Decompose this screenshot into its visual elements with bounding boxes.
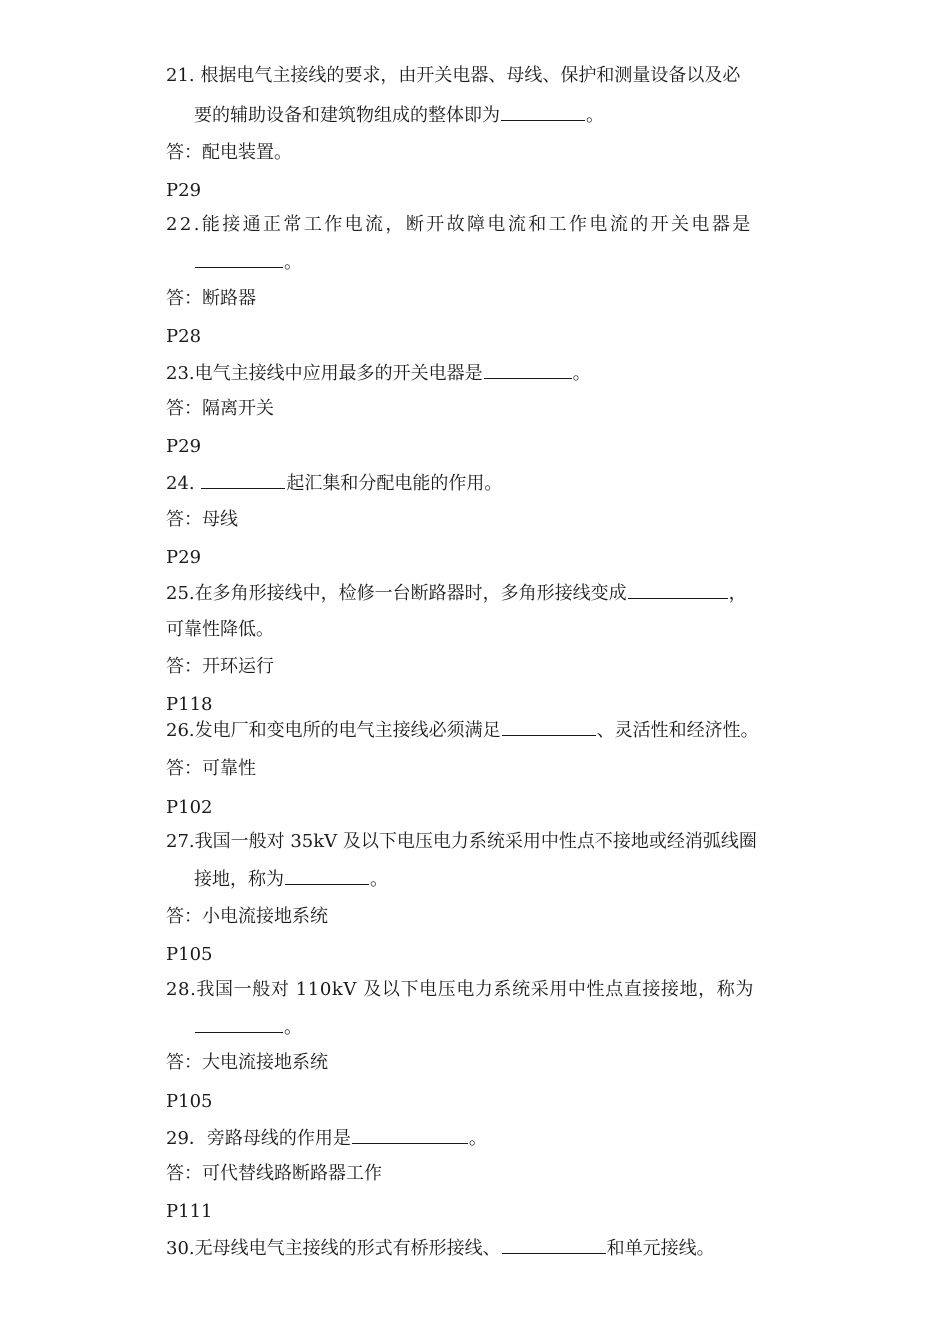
fill-blank [195,249,283,268]
q28-line2: 。 [194,1014,302,1041]
q28-page-ref: P105 [166,1091,213,1112]
fill-blank [501,102,585,121]
q21-line1: 21. 根据电气主接线的要求，由开关电器、母线、保护和测量设备以及必 [166,65,741,86]
fill-blank [502,1235,606,1254]
q26-line1: 26.发电厂和变电所的电气主接线必须满足 、灵活性和经济性。 [166,717,759,744]
q27-answer: 答：小电流接地系统 [166,906,328,927]
q22-line2: 。 [194,249,302,276]
q23-answer: 答：隔离开关 [166,398,274,419]
fill-blank [628,580,728,599]
q21-answer: 答：配电装置。 [166,142,292,163]
q25-line1: 25.在多角形接线中，检修一台断路器时，多角形接线变成 ， [166,580,747,607]
q24-line1: 24. 起汇集和分配电能的作用。 [166,470,502,497]
q23-page-ref: P29 [166,436,202,457]
q26-page-ref: P102 [166,797,213,818]
q28-line1: 28.我国一般对 110kV 及以下电压电力系统采用中性点直接接地，称为 [166,979,754,1000]
q29-line1: 29．旁路母线的作用是 。 [166,1125,487,1152]
q26-answer: 答：可靠性 [166,758,256,779]
q21-line2: 要的辅助设备和建筑物组成的整体即为 。 [194,102,604,129]
fill-blank [484,360,572,379]
q30-line1: 30.无母线电气主接线的形式有桥形接线、 和单元接线。 [166,1235,715,1262]
q23-line1: 23.电气主接线中应用最多的开关电器是 。 [166,360,591,387]
q28-answer: 答：大电流接地系统 [166,1052,328,1073]
q25-page-ref: P118 [166,694,213,715]
q25-line2: 可靠性降低。 [166,619,274,640]
q22-answer: 答：断路器 [166,288,256,309]
fill-blank [201,470,285,489]
q24-answer: 答：母线 [166,509,238,530]
q27-line2: 接地，称为 。 [194,866,388,893]
fill-blank [285,866,369,885]
q25-answer: 答：开环运行 [166,656,274,677]
q22-line1: 22.能接通正常工作电流，断开故障电流和工作电流的开关电器是 [166,214,753,235]
fill-blank [502,717,596,736]
q29-answer: 答：可代替线路断路器工作 [166,1163,382,1184]
fill-blank [195,1014,283,1033]
q27-page-ref: P105 [166,944,213,965]
fill-blank [352,1125,468,1144]
q22-page-ref: P28 [166,326,202,347]
q24-page-ref: P29 [166,547,202,568]
q27-line1: 27.我国一般对 35kV 及以下电压电力系统采用中性点不接地或经消弧线圈 [166,831,757,852]
q29-page-ref: P111 [166,1201,213,1222]
q21-page-ref: P29 [166,180,202,201]
